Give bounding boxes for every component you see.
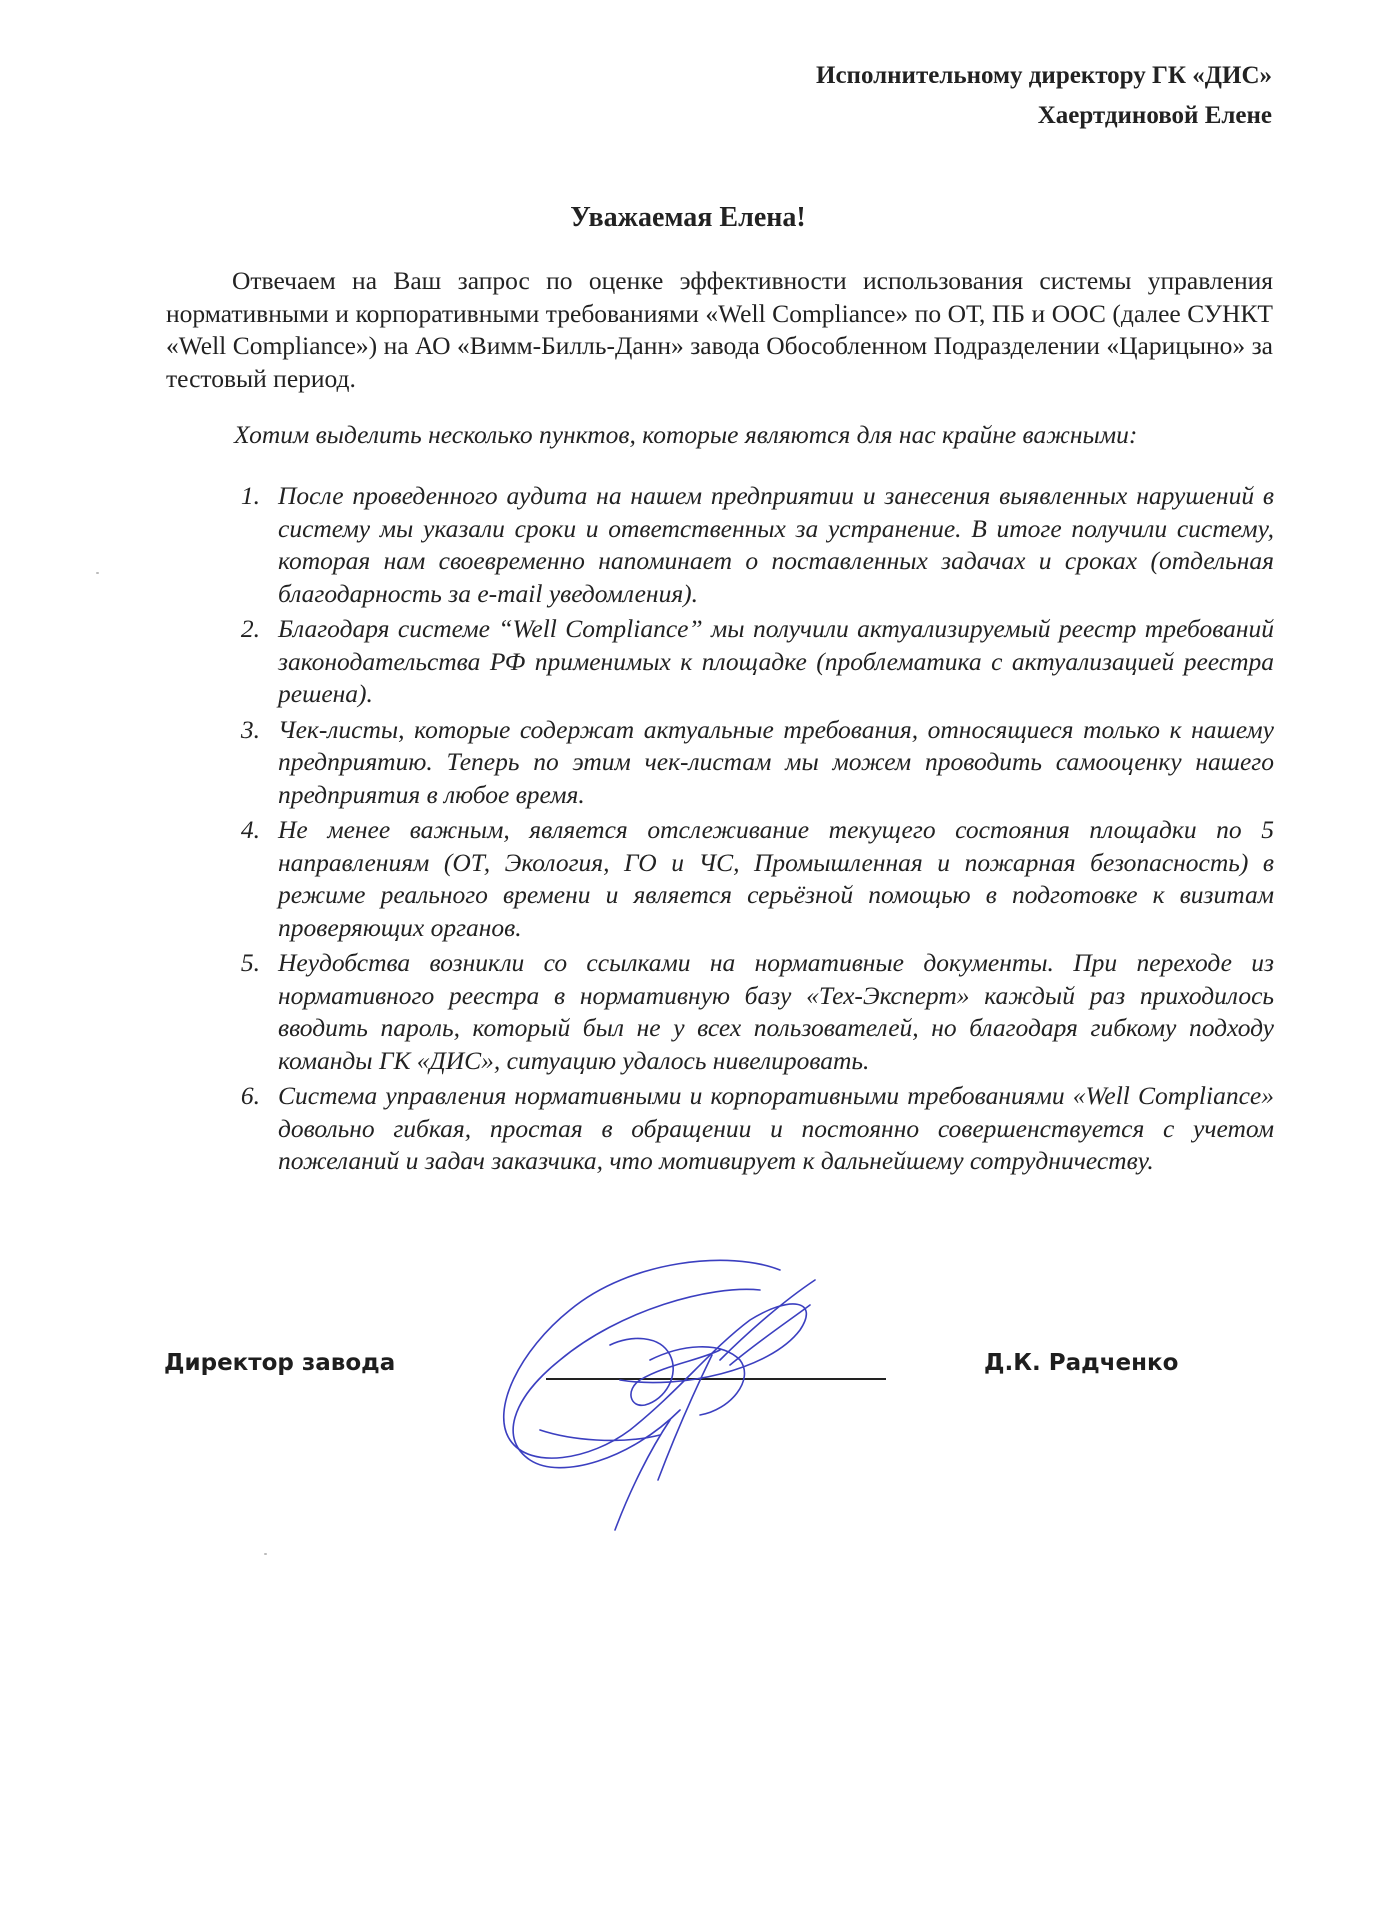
- list-item-text: Система управления нормативными и корпоративными требованиями «Well Compliance» довольно гибкая, простая в обращении и постоянно совершенствуется с учетом пожеланий и задач заказчика, что мотивирует к дальнейшему сотрудничеству.: [278, 1081, 1274, 1175]
- salutation: Уважаемая Елена!: [570, 202, 806, 233]
- list-item-text: Благодаря системе “Well Compliance” мы получили актуализируемый реестр требований законодательства РФ применимых к площадке (проблематика с актуализацией реестра решена).: [278, 614, 1274, 708]
- addressee-position: Исполнительному директору ГК «ДИС»: [816, 62, 1272, 89]
- lead-sentence: Хотим выделить несколько пунктов, которые являются для нас крайне важными:: [234, 420, 1138, 449]
- scan-speck: [96, 572, 99, 574]
- addressee-block: [816, 56, 1272, 136]
- list-item-number: 1.: [240, 481, 260, 510]
- signer-title: Директор завода: [164, 1350, 396, 1376]
- scan-speck: [264, 1553, 267, 1555]
- points-list: [230, 480, 1274, 1181]
- list-item: [230, 947, 1274, 1077]
- list-item: [230, 714, 1274, 812]
- list-item-number: 5.: [240, 948, 260, 977]
- handwritten-signature: [480, 1240, 900, 1570]
- list-item: [230, 1080, 1274, 1178]
- signature-block: [0, 1240, 1376, 1580]
- list-item-number: 4.: [240, 815, 260, 844]
- list-item-number: 2.: [240, 614, 260, 643]
- list-item: [230, 814, 1274, 944]
- list-item-number: 3.: [240, 714, 260, 744]
- list-item-text: После проведенного аудита на нашем предприятии и занесения выявленных нарушений в систему мы указали сроки и ответственных за устранение. В итоге получили систему, которая нам своевременно напоминает о поставленных задачах и сроках (отдельная благодарность за e-mail уведомления).: [278, 481, 1274, 608]
- list-item-text: Не менее важным, является отслеживание текущего состояния площадки по 5 направлениям (ОТ, Экология, ГО и ЧС, Промышленная и пожарная безопасность) в режиме реального времени и является серьёзной помощью в подготовке к визитам проверяющих органов.: [278, 815, 1274, 942]
- list-item: [230, 480, 1274, 610]
- list-item: [230, 613, 1274, 711]
- signer-name: Д.К. Радченко: [984, 1350, 1179, 1376]
- list-item-number: 6.: [240, 1081, 260, 1110]
- list-item-text: Неудобства возникли со ссылками на нормативные документы. При переходе из нормативного реестра в нормативную базу «Тех-Эксперт» каждый раз приходилось вводить пароль, который был не у всех пользователей, но благодаря гибкому подходу команды ГК «ДИС», ситуацию удалось нивелировать.: [278, 948, 1274, 1075]
- intro-paragraph: Отвечаем на Ваш запрос по оценке эффективности использования системы управления нормативными и корпоративными требованиями «Well Compliance» по ОТ, ПБ и ООС (далее СУНКТ «Well Compliance») на АО «Вимм-Билль-Данн» завода Обособленном Подразделении «Царицыно» за тестовый период.: [166, 266, 1273, 393]
- list-item-text: Чек-листы, которые содержат актуальные требования, относящиеся только к нашему предприятию. Теперь по этим чек-листам мы можем проводить самооценку нашего предприятия в любое время.: [278, 714, 1274, 809]
- addressee-name: Хаертдиновой Елене: [1037, 102, 1272, 129]
